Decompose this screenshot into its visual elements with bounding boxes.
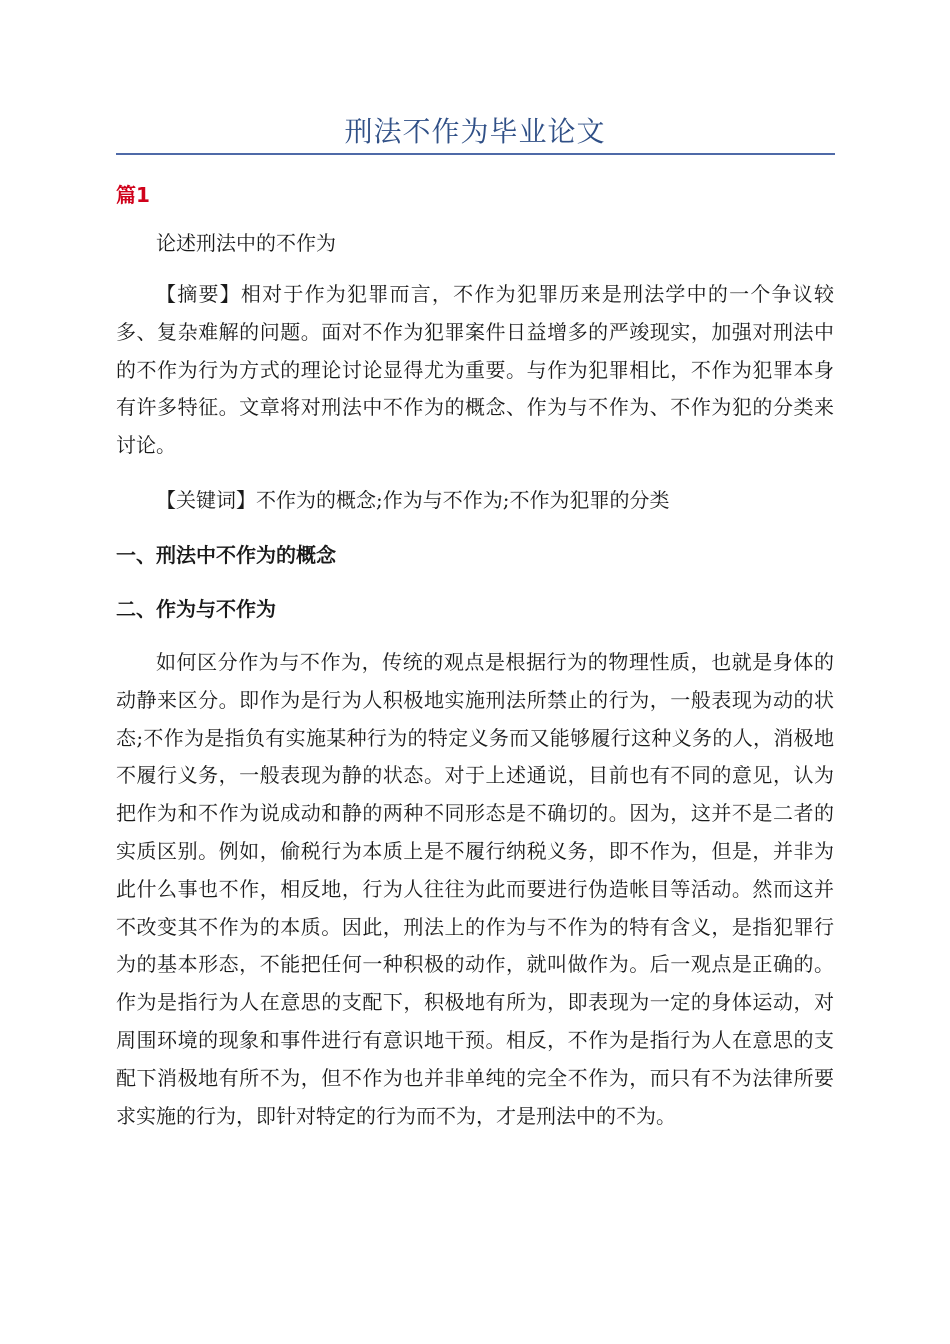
abstract-paragraph: 【摘要】相对于作为犯罪而言，不作为犯罪历来是刑法学中的一个争议较多、复杂难解的问题。面对不作为犯罪案件日益增多的严竣现实，加强对刑法中的不作为行为方式的理论讨论显得尤为重要。与作为犯罪相比，不作为犯罪本身有许多特征。文章将对刑法中不作为的概念、作为与不作为、不作为犯的分类来讨论。 [116, 282, 834, 458]
section-label: 篇1 [116, 183, 150, 207]
article-subtitle: 论述刑法中的不作为 [156, 231, 336, 255]
heading-concept: 一、刑法中不作为的概念 [116, 543, 336, 567]
title-underline [116, 153, 835, 155]
body-paragraph: 如何区分作为与不作为，传统的观点是根据行为的物理性质，也就是身体的动静来区分。即作为是行为人积极地实施刑法所禁止的行为，一般表现为动的状态;不作为是指负有实施某种行为的特定义务而又能够履行这种义务的人，消极地不履行义务，一般表现为静的状态。对于上述通说，目前也有不同的意见，认为把作为和不作为说成动和静的两种不同形态是不确切的。因为，这并不是二者的实质区别。例如，偷税行为本质上是不履行纳税义务，即不作为，但是，并非为此什么事也不作，相反地，行为人往往为此而要进行伪造帐目等活动。然而这并不改变其不作为的本质。因此，刑法上的作为与不作为的特有含义，是指犯罪行为的基本形态，不能把任何一种积极的动作，就叫做作为。后一观点是正确的。作为是指行为人在意思的支配下，积极地有所为，即表现为一定的身体运动，对周围环境的现象和事件进行有意识地干预。相反，不作为是指行为人在意思的支配下消极地有所不为，但不作为也并非单纯的完全不作为，而只有不为法律所要求实施的行为，即针对特定的行为而不为，才是刑法中的不为。 [116, 650, 834, 1128]
heading-act-omission: 二、作为与不作为 [116, 597, 276, 621]
document-title: 刑法不作为毕业论文 [344, 115, 606, 148]
keywords-paragraph: 【关键词】不作为的概念;作为与不作为;不作为犯罪的分类 [156, 488, 670, 512]
